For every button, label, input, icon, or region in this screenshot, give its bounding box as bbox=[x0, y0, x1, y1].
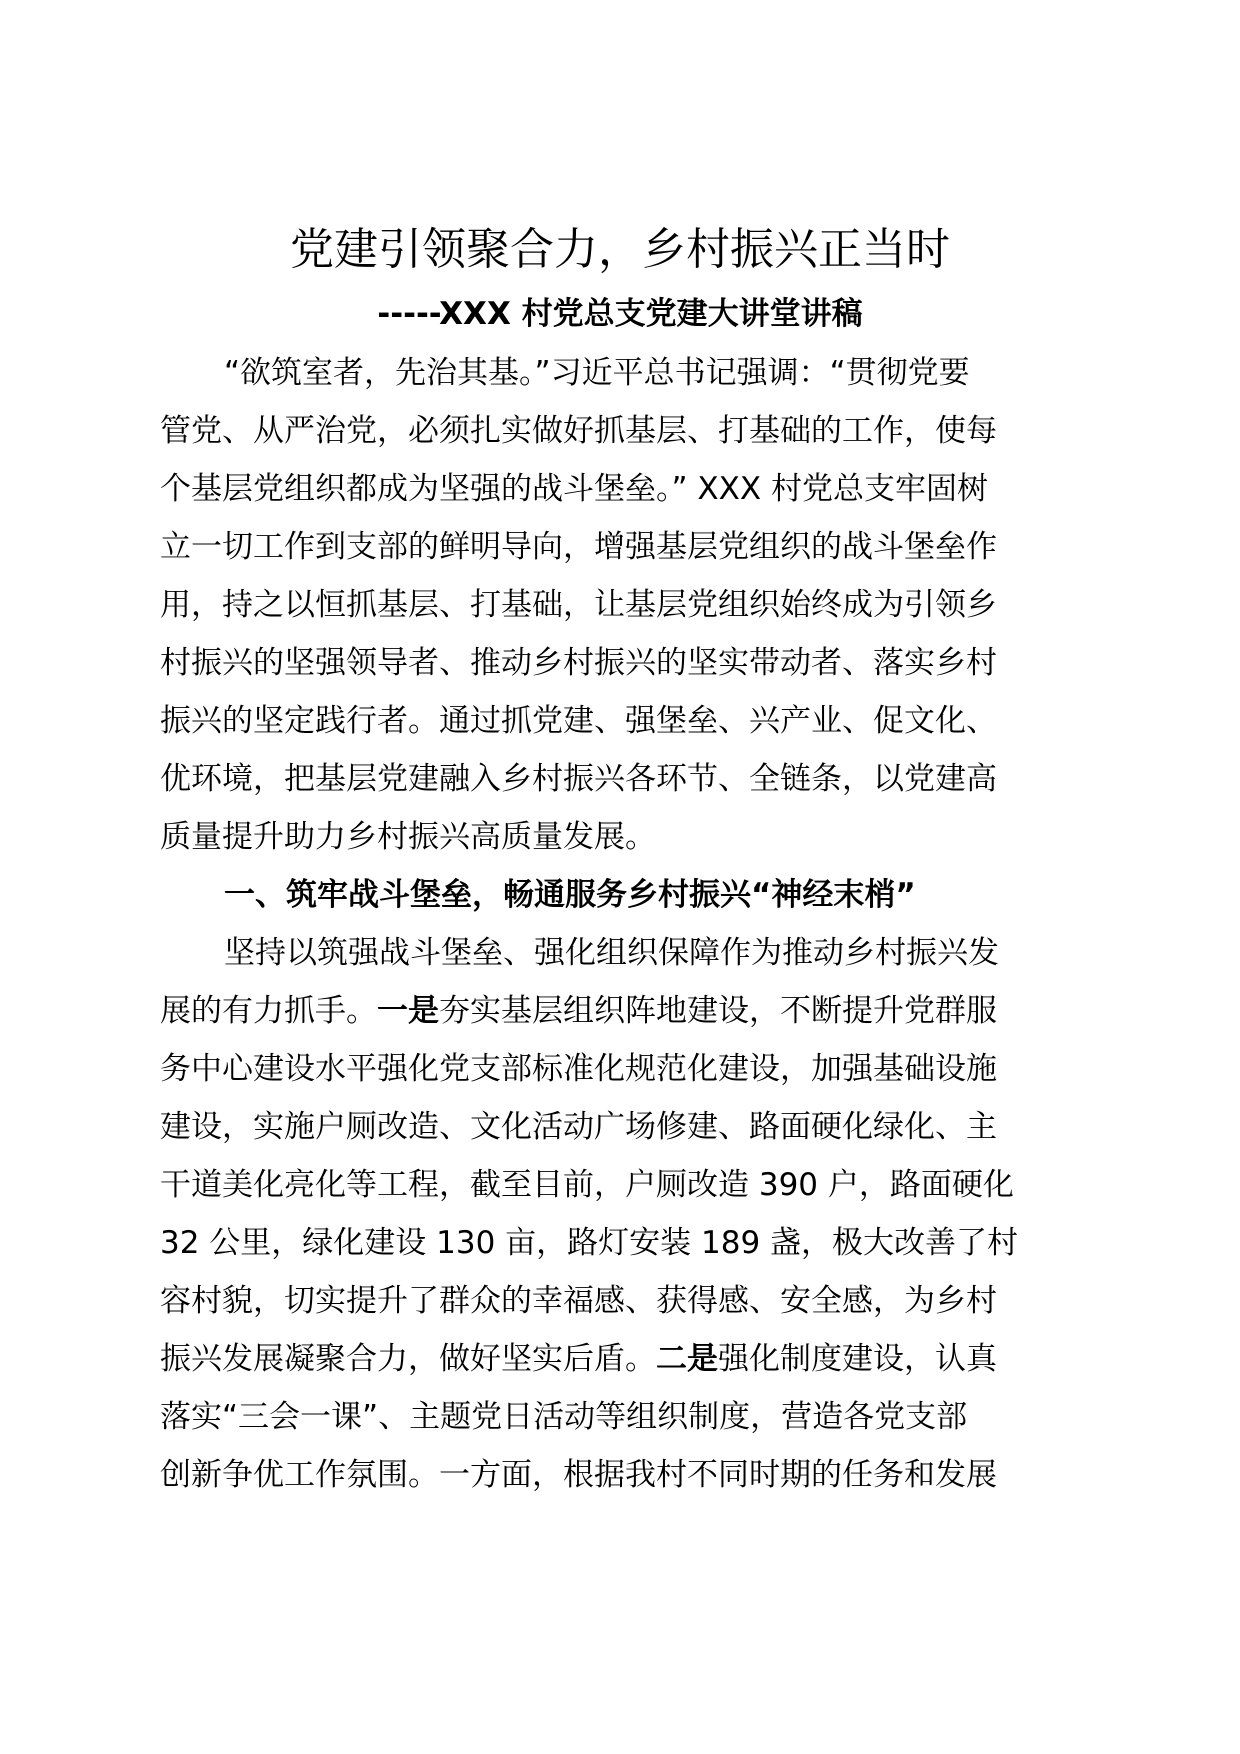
paragraph-line: 建设，实施户厕改造、文化活动广场修建、路面硬化绿化、主 bbox=[160, 1109, 997, 1145]
paragraph-line: 32 公里，绿化建设 130 亩，路灯安装 189 盏，极大改善了村 bbox=[160, 1225, 1019, 1261]
paragraph-line: 创新争优工作氛围。一方面，根据我村不同时期的任务和发展 bbox=[160, 1457, 997, 1493]
paragraph-line bbox=[160, 982, 1090, 1040]
bold-marker: 一是 bbox=[377, 993, 439, 1029]
document-subtitle: -----XXX 村党总支党建大讲堂讲稿 bbox=[377, 296, 863, 332]
paragraph-line: 个基层党组织都成为坚强的战斗堡垒。” XXX 村党总支牢固树 bbox=[160, 471, 988, 507]
paragraph-line: 振兴的坚定践行者。通过抓党建、强堡垒、兴产业、促文化、 bbox=[160, 703, 997, 739]
paragraph-line: 优环境，把基层党建融入乡村振兴各环节、全链条，以党建高 bbox=[160, 761, 997, 797]
text-run: 强化制度建设，认真 bbox=[718, 1341, 997, 1377]
paragraph-section-one bbox=[160, 924, 1090, 1504]
paragraph-line: “欲筑室者，先治其基。”习近平总书记强调：“贯彻党要 bbox=[224, 355, 970, 391]
text-run: 振兴发展凝聚合力，做好坚实后盾。 bbox=[160, 1341, 656, 1377]
paragraph-line: 用，持之以恒抓基层、打基础，让基层党组织始终成为引领乡 bbox=[160, 587, 997, 623]
paragraph-line: 村振兴的坚强领导者、推动乡村振兴的坚实带动者、落实乡村 bbox=[160, 645, 997, 681]
paragraph-line: 容村貌，切实提升了群众的幸福感、获得感、安全感，为乡村 bbox=[160, 1283, 997, 1319]
paragraph-line bbox=[160, 1330, 1090, 1388]
paragraph-line: 坚持以筑强战斗堡垒、强化组织保障作为推动乡村振兴发 bbox=[224, 935, 999, 971]
paragraph-line: 务中心建设水平强化党支部标准化规范化建设，加强基础设施 bbox=[160, 1051, 997, 1087]
text-run: 展的有力抓手。 bbox=[160, 993, 377, 1029]
paragraph-line: 管党、从严治党，必须扎实做好抓基层、打基础的工作，使每 bbox=[160, 413, 997, 449]
paragraph-line: 立一切工作到支部的鲜明导向，增强基层党组织的战斗堡垒作 bbox=[160, 529, 997, 565]
bold-marker: 二是 bbox=[656, 1341, 718, 1377]
paragraph-line: 落实“三会一课”、主题党日活动等组织制度，营造各党支部 bbox=[160, 1399, 968, 1435]
paragraph-line: 质量提升助力乡村振兴高质量发展。 bbox=[160, 819, 656, 855]
section-heading: 一、筑牢战斗堡垒，畅通服务乡村振兴“神经末梢” bbox=[224, 877, 916, 913]
document-title: 党建引领聚合力，乡村振兴正当时 bbox=[290, 224, 950, 275]
paragraph-line: 干道美化亮化等工程，截至目前，户厕改造 390 户，路面硬化 bbox=[160, 1167, 1014, 1203]
paragraph-intro bbox=[160, 344, 1090, 866]
text-run: 夯实基层组织阵地建设，不断提升党群服 bbox=[439, 993, 997, 1029]
